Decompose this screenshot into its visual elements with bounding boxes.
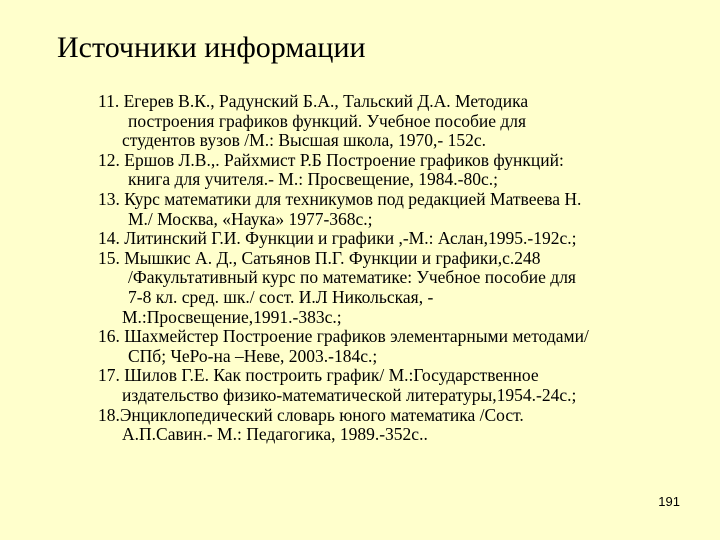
reference-line: СПб; ЧеРо-на –Неве, 2003.-184с.; <box>128 345 378 366</box>
page-number: 191 <box>658 494 680 509</box>
reference-line: построения графиков функций. Учебное пособие для <box>128 110 527 131</box>
reference-item <box>98 406 698 445</box>
reference-item <box>98 190 698 229</box>
reference-item <box>98 92 698 151</box>
slide-title: Источники информации <box>57 31 366 64</box>
reference-item <box>98 249 698 327</box>
reference-list <box>98 92 698 445</box>
reference-item <box>98 151 698 190</box>
reference-line: М./ Москва, «Наука» 1977-368с.; <box>128 208 373 229</box>
reference-line: М.:Просвещение,1991.-383с.; <box>122 306 342 327</box>
reference-item <box>98 327 698 366</box>
reference-item <box>98 229 698 249</box>
reference-line: издательство физико-математической литературы,1954.-24с.; <box>122 384 577 405</box>
reference-line: 18.Энциклопедический словарь юного математика /Сост. <box>98 404 524 425</box>
reference-line: 13. Курс математики для техникумов под редакцией Матвеева Н. <box>98 188 582 209</box>
reference-line: А.П.Савин.- М.: Педагогика, 1989.-352с.. <box>122 424 428 445</box>
reference-line: 7-8 кл. сред. шк./ сост. И.Л Никольская, - <box>128 286 434 307</box>
reference-item <box>98 366 698 405</box>
reference-line: 14. Литинский Г.И. Функции и графики ,-М.: Аслан,1995.-192с.; <box>98 228 577 249</box>
reference-line: 11. Егерев В.К., Радунский Б.А., Тальский Д.А. Методика <box>98 91 529 111</box>
reference-line: 15. Мышкис А. Д., Сатьянов П.Г. Функции и графики,с.248 <box>98 247 541 268</box>
reference-line: 12. Ершов Л.В.,. Райхмист Р.Б Построение графиков функций: <box>98 149 564 170</box>
reference-line: 17. Шилов Г.Е. Как построить график/ М.:Государственное <box>98 365 539 386</box>
reference-line: /Факультативный курс по математике: Учебное пособие для <box>128 267 576 288</box>
reference-line: книга для учителя.- М.: Просвещение, 1984.-80с.; <box>128 169 498 190</box>
reference-line: 16. Шахмейстер Построение графиков элементарными методами/ <box>98 326 589 347</box>
reference-line: студентов вузов /М.: Высшая школа, 1970,- 152с. <box>122 130 487 151</box>
